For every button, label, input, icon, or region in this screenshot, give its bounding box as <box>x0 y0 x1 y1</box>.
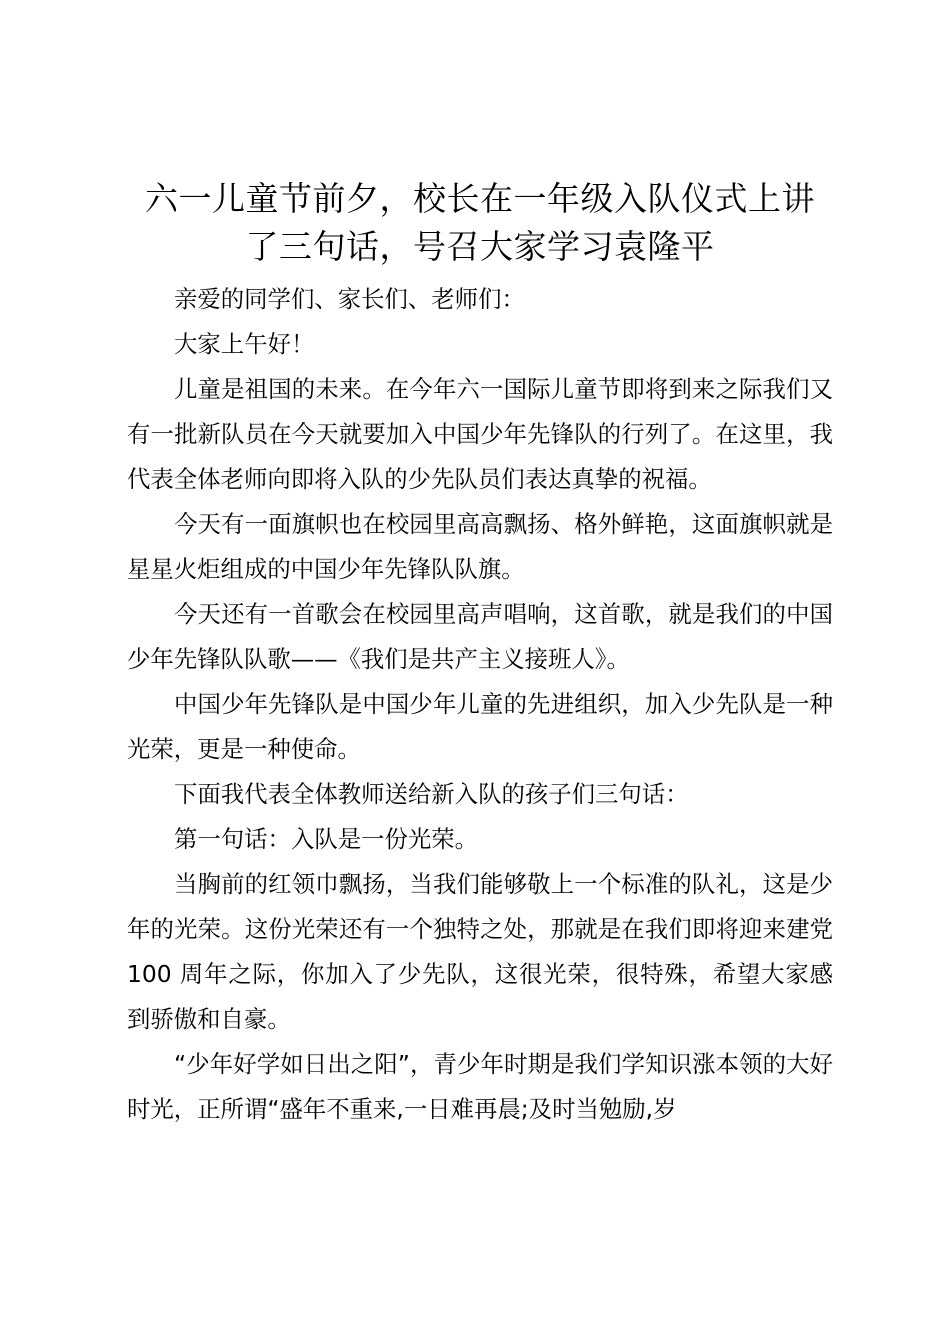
body-paragraph: 中国少年先锋队是中国少年儿童的先进组织，加入少先队是一种光荣，更是一种使命。 <box>127 690 833 763</box>
greeting: 大家上午好！ <box>174 330 315 358</box>
body-paragraph: 今天还有一首歌会在校园里高声唱响，这首歌，就是我们的中国少年先锋队队歌——《我们是共产主义接班人》。 <box>127 600 833 673</box>
section-heading: 第一句话：入队是一份光荣。 <box>174 825 479 853</box>
title-line-2: 了三句话，号召大家学习袁隆平 <box>245 227 715 266</box>
body-paragraph: 今天有一面旗帜也在校园里高高飘扬、格外鲜艳，这面旗帜就是星星火炬组成的中国少年先锋队队旗。 <box>127 510 833 583</box>
body-paragraph: 儿童是祖国的未来。在今年六一国际儿童节即将到来之际我们又有一批新队员在今天就要加入中国少年先锋队的行列了。在这里，我代表全体老师向即将入队的少先队员们表达真挚的祝福。 <box>127 375 833 493</box>
body-paragraph: 下面我代表全体教师送给新入队的孩子们三句话： <box>174 780 689 808</box>
document-title <box>127 175 833 271</box>
body-paragraph: “少年好学如日出之阳”，青少年时期是我们学知识涨本领的大好时光，正所谓“盛年不重来,一日难再晨;及时当勉励,岁 <box>127 1050 833 1123</box>
body-paragraph: 当胸前的红领巾飘扬，当我们能够敬上一个标准的队礼，这是少年的光荣。这份光荣还有一个独特之处，那就是在我们即将迎来建党 100 周年之际，你加入了少先队，这很光荣，很特殊，希望大家感到骄傲和自豪。 <box>127 870 833 1033</box>
title-line-1: 六一儿童节前夕，校长在一年级入队仪式上讲 <box>145 179 815 218</box>
document-page <box>127 175 833 1132</box>
salutation: 亲爱的同学们、家长们、老师们： <box>174 285 525 313</box>
